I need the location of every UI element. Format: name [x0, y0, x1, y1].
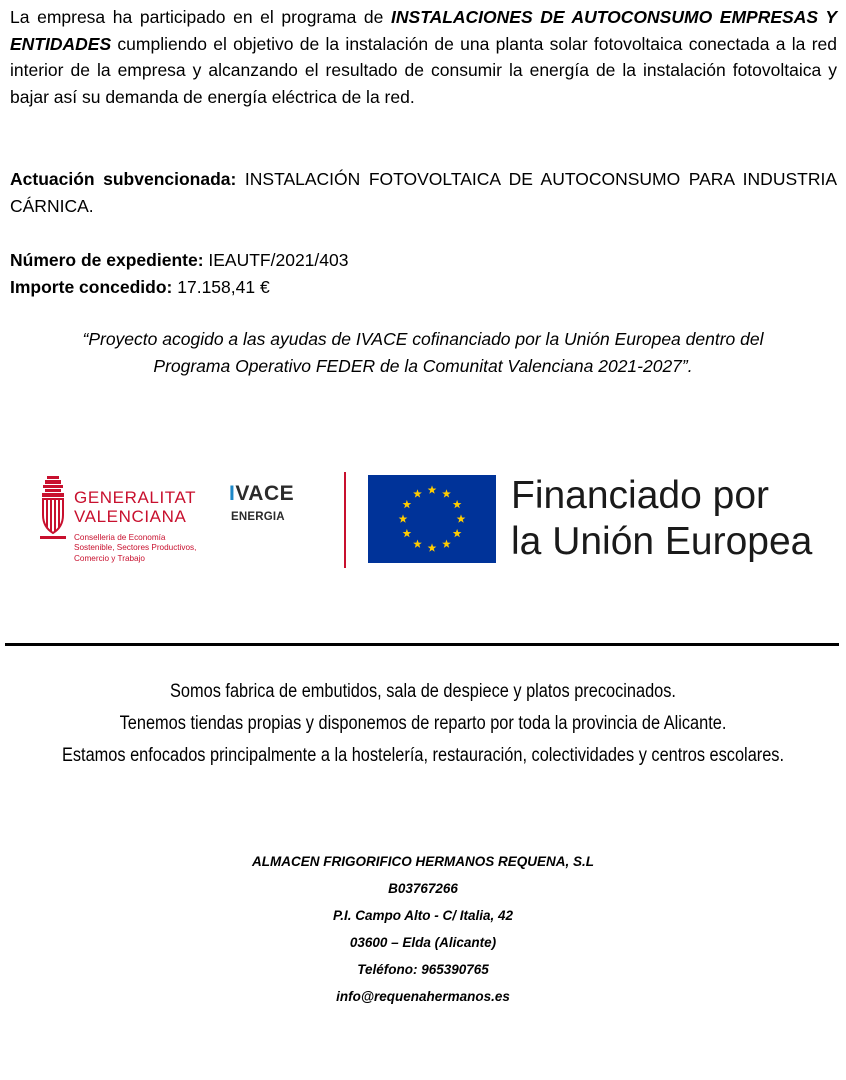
- intro-text-end: cumpliendo el objetivo de la instalación de una planta solar fotovoltaica conectada a la red interior de la empresa y alcanzando el resultado de consumir la energía de la instalación fotovoltaica y bajar así su demanda de energía eléctrica de la red.: [10, 33, 837, 107]
- generalitat-emblem-icon: [40, 476, 66, 542]
- ivace-subtitle: ENERGIA: [231, 511, 285, 523]
- actuacion-value: INSTALACIÓN FOTOVOLTAICA DE AUTOCONSUMO PARA INDUSTRIA CÁRNICA.: [10, 169, 837, 216]
- expediente-label: Número de expediente:: [10, 250, 204, 270]
- logo-divider: [344, 472, 346, 568]
- eu-text-line-2: la Unión Europea: [511, 520, 813, 563]
- actuacion-paragraph: [10, 166, 837, 219]
- eu-funding-text: [511, 473, 812, 565]
- section-divider: [5, 643, 839, 646]
- eu-text-line-1: Financiado por: [511, 474, 769, 517]
- quote-line-1: “Proyecto acogido a las ayudas de IVACE cofinanciado por la Unión Europea dentro del: [82, 329, 764, 349]
- quote-line-2: Programa Operativo FEDER de la Comunitat Valenciana 2021-2027”.: [153, 356, 693, 376]
- department-line-1: Conselleria de Economía: [74, 533, 166, 542]
- department-line-2: Sostenible, Sectores Productivos,: [74, 543, 197, 553]
- importe-line: [10, 274, 837, 301]
- company-city: 03600 – Elda (Alicante): [349, 935, 497, 950]
- ivace-logo: [229, 482, 294, 506]
- funding-quote: [20, 326, 826, 380]
- generalitat-line-2: VALENCIANA: [74, 507, 187, 526]
- company-email: info@requenahermanos.es: [336, 989, 510, 1004]
- importe-value: 17.158,41 €: [172, 277, 270, 297]
- intro-text-start: La empresa ha participado en el programa de: [10, 7, 392, 27]
- company-cif: B03767266: [388, 881, 458, 896]
- company-name: ALMACEN FRIGORIFICO HERMANOS REQUENA, S.L: [251, 854, 594, 869]
- company-phone: Teléfono: 965390765: [357, 962, 489, 977]
- actuacion-label: Actuación subvencionada:: [10, 169, 237, 189]
- ivace-logo-rest: VACE: [235, 482, 295, 505]
- eu-flag-icon: [368, 475, 496, 563]
- program-name: INSTALACIONES DE AUTOCONSUMO EMPRESAS Y ENTIDADES: [10, 7, 837, 54]
- description-line-3: Estamos enfocados principalmente a la hostelería, restauración, colectividades y centros escolares.: [61, 745, 785, 766]
- company-description: [59, 676, 787, 772]
- description-line-2: Tenemos tiendas propias y disponemos de reparto por toda la provincia de Alicante.: [119, 713, 727, 734]
- description-line-1: Somos fabrica de embutidos, sala de despiece y platos precocinados.: [170, 681, 676, 702]
- logo-strip: [0, 470, 846, 580]
- company-contact: [0, 848, 846, 1010]
- expediente-line: [10, 247, 837, 274]
- importe-label: Importe concedido:: [10, 277, 173, 297]
- generalitat-department: [74, 533, 196, 564]
- ivace-logo-i: I: [229, 482, 236, 505]
- intro-paragraph: [10, 4, 837, 110]
- expediente-value: IEAUTF/2021/403: [203, 250, 349, 270]
- generalitat-name: [74, 488, 196, 526]
- company-address: P.I. Campo Alto - C/ Italia, 42: [332, 908, 514, 923]
- department-line-3: Comercio y Trabajo: [74, 553, 145, 563]
- generalitat-line-1: GENERALITAT: [74, 488, 197, 507]
